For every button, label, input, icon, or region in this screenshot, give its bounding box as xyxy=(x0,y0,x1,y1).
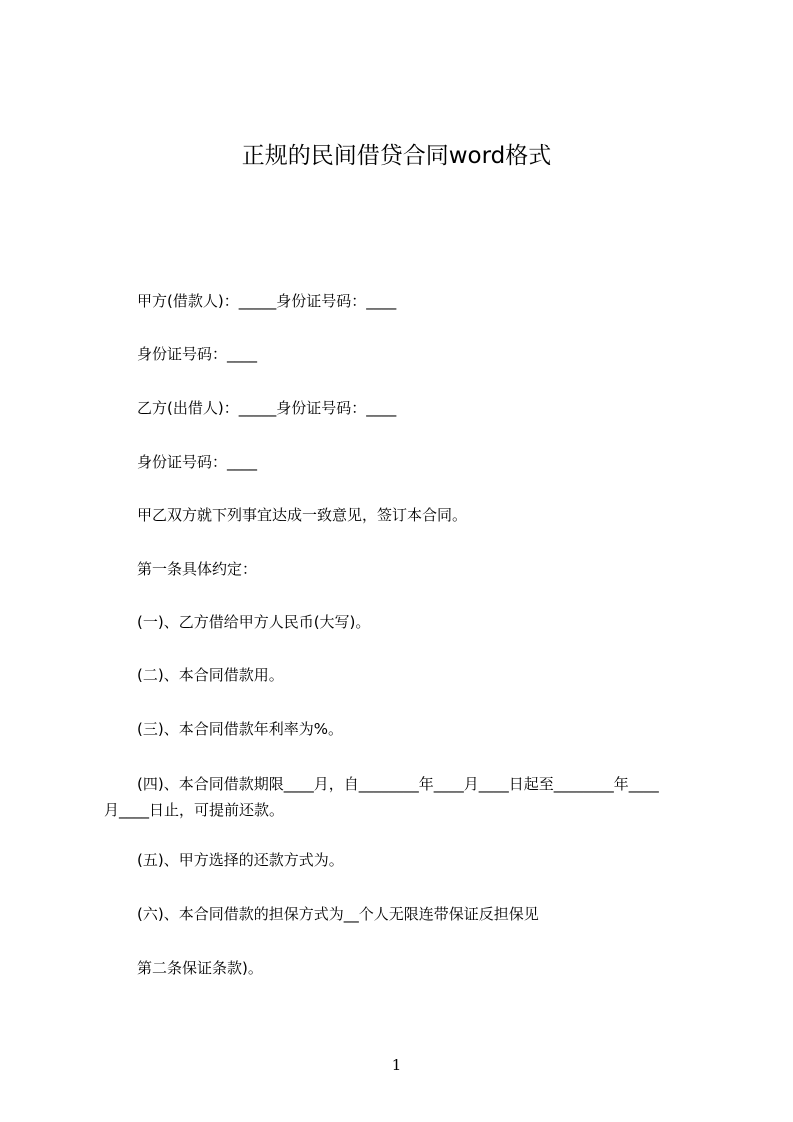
document-title: 正规的民间借贷合同word格式 xyxy=(241,143,552,169)
paragraph-clause-four xyxy=(104,771,704,823)
paragraph-party-a-id: 身份证号码：____ xyxy=(137,345,258,363)
paragraph-article-two: 第二条保证条款)。 xyxy=(137,959,263,977)
paragraph-clause-four-line-2: 月____日止，可提前还款。 xyxy=(104,801,285,819)
page-number: 1 xyxy=(391,1056,402,1074)
paragraph-clause-five: (五)、甲方选择的还款方式为。 xyxy=(137,851,344,869)
paragraph-party-b-id: 身份证号码：____ xyxy=(137,453,258,471)
paragraph-agreement: 甲乙双方就下列事宜达成一致意见，签订本合同。 xyxy=(137,506,468,524)
paragraph-party-b: 乙方(出借人)：_____身份证号码：____ xyxy=(137,399,397,417)
paragraph-clause-three: (三)、本合同借款年利率为%。 xyxy=(137,720,343,738)
paragraph-clause-one: (一)、乙方借给甲方人民币(大写)。 xyxy=(137,613,371,631)
paragraph-clause-six: (六)、本合同借款的担保方式为__个人无限连带保证反担保见 xyxy=(137,905,539,923)
paragraph-clause-four-line-1: (四)、本合同借款期限____月，自________年____月____日起至________年____ xyxy=(137,775,659,793)
paragraph-party-a: 甲方(借款人)：_____身份证号码：____ xyxy=(137,292,397,310)
paragraph-clause-two: (二)、本合同借款用。 xyxy=(137,666,284,684)
paragraph-article-one-heading: 第一条具体约定： xyxy=(137,560,258,578)
